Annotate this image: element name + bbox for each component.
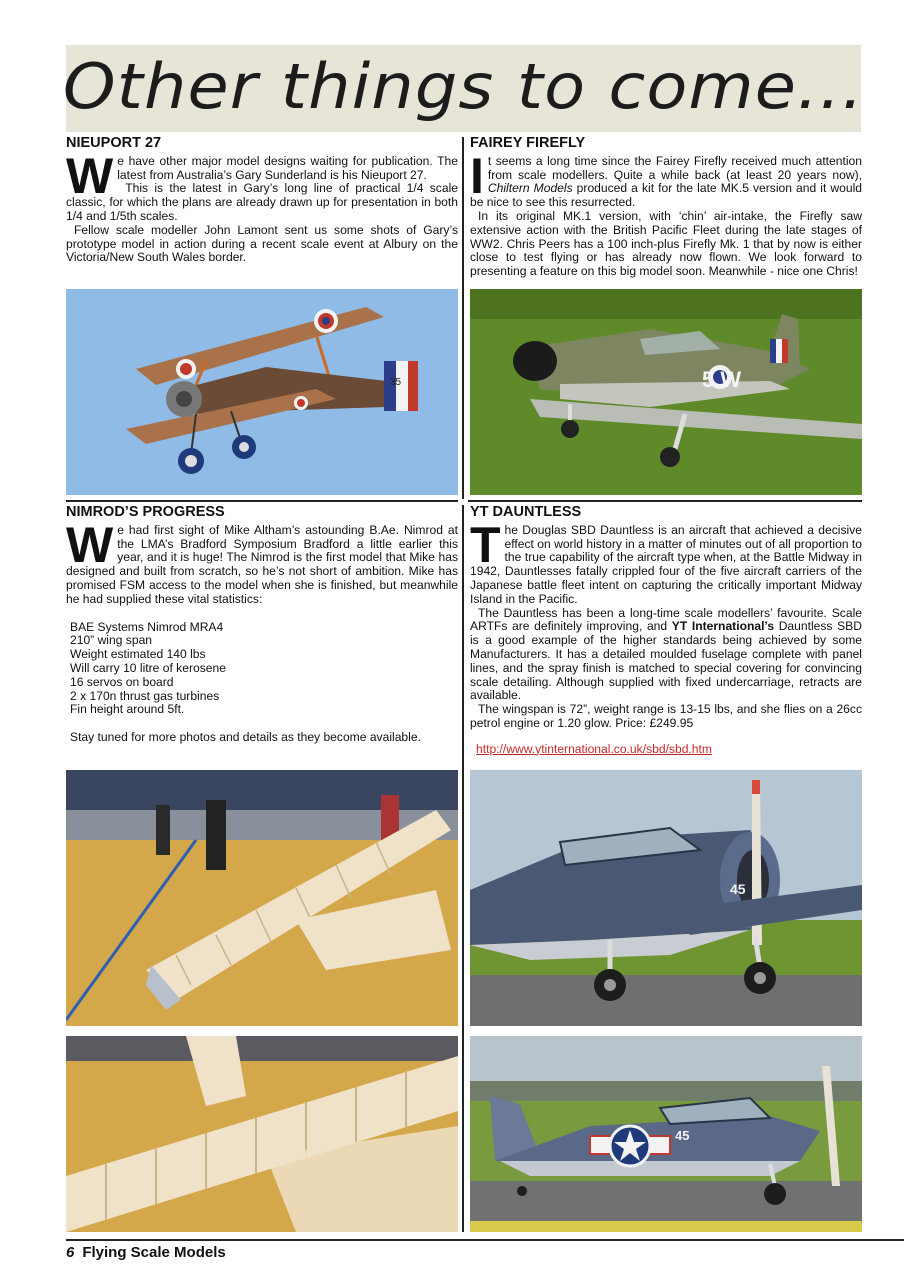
column-divider-bottom <box>462 505 464 1232</box>
article-heading: NIEUPORT 27 <box>66 135 162 151</box>
stats-list <box>70 621 458 718</box>
article-firefly <box>470 137 862 279</box>
section-rule-left <box>66 500 458 502</box>
footer-rule <box>66 1239 904 1241</box>
product-link[interactable]: http://www.ytinternational.co.uk/sbd/sbd.htm <box>476 741 712 756</box>
paragraph: Dauntless SBD is a good example of the higher standards being achieved by some Manufacturers. It has a detailed moulded fuselage complete with panel lines, and the spray finish is matched to special covering for convincing scale detailing. Although supplied with fixed undercarriage, retracts are available. <box>470 619 862 703</box>
page-number: 6 <box>66 1244 75 1261</box>
paragraph: produced a kit for the late MK.5 version and it would be nice to see this resurrected. <box>470 181 862 210</box>
paragraph: e had first sight of Mike Altham’s astounding B.Ae. Nimrod at the LMA’s Bradford Symposium Bradford a little earlier this year, and it is huge! The Nimrod is the first model that Mike has designed and built from scratch, so he’s not short of ambition. Mike has promised FSM access to the model when she is finished, but meanwhile he had supplied these vital statistics: <box>66 522 458 606</box>
paragraph: The wingspan is 72”, weight range is 13-15 lbs, and she flies on a 26cc petrol engine or 1.20 glow. Price: £249.95 <box>470 702 862 730</box>
fuselage-number: 45 <box>730 881 746 897</box>
stats-item: 210” wing span <box>70 633 153 648</box>
company-name: Chiltern Models <box>487 181 573 196</box>
fuselage-number: 45 <box>675 1128 690 1143</box>
paragraph: This is the latest in Gary’s long line of practical 1/4 scale classic, for which the plans are already drawn up for presentation in both 1/4 and 1/5th scales. <box>66 181 458 223</box>
paragraph: he Douglas SBD Dauntless is an aircraft that achieved a decisive effect on world history in a matter of minutes out of all proportion to the true capability of the aircraft type when, at the Battle Midway in 1942, Dauntlesses fatally crippled four of the five aircraft carriers of the Japanese battle fleet intent on capturing the critically important Midway Island in the Pacific. <box>470 522 862 606</box>
article-heading: NIMROD’S PROGRESS <box>66 504 225 520</box>
paragraph: In its original MK.1 version, with ‘chin’ air-intake, the Firefly saw extensive action with the British Pacific Fleet during the late stages of WW2. Chris Peers has a 100 inch-plus Firefly Mk. 1 that by now is either close to test flying or has already now flown. We look forward to presenting a feature on this big model soon. Meanwhile - nice one Chris! <box>470 208 862 279</box>
paragraph: t seems a long time since the Fairey Firefly received much attention from scale modellers. Quite a while back (at least 20 years now), <box>487 153 862 182</box>
stats-item: 16 servos on board <box>70 674 174 689</box>
page-title: Other things to come... <box>62 50 865 123</box>
article-dauntless <box>470 506 862 757</box>
article-heading: YT DAUNTLESS <box>470 504 582 520</box>
column-divider-top <box>462 137 464 499</box>
drop-cap: T <box>470 516 501 573</box>
paragraph: e have other major model designs waiting for publication. The latest from Australia’s Gary Sunderland is his Nieuport 27. <box>117 153 458 182</box>
article-heading: FAIREY FIREFLY <box>470 135 586 151</box>
photo-nimrod-structure <box>66 1036 458 1232</box>
drop-cap: W <box>66 516 114 573</box>
photo-nimrod-hall <box>66 770 458 1026</box>
photo-nieuport <box>66 289 458 495</box>
title-banner <box>62 45 865 132</box>
stats-item: BAE Systems Nimrod MRA4 <box>70 619 224 634</box>
stats-item: 2 x 170n thrust gas turbines <box>70 688 220 703</box>
article-nieuport <box>66 137 458 265</box>
code-letters: 5 W <box>702 367 742 392</box>
stats-item: Will carry 10 litre of kerosene <box>70 660 226 675</box>
stats-item: Fin height around 5ft. <box>70 702 185 717</box>
paragraph: The Dauntless has been a long-time scale modellers’ favourite. Scale ARTFs are definitely improving, and <box>470 605 862 634</box>
company-name: YT International’s <box>671 619 775 634</box>
photo-dauntless-front <box>470 770 862 1026</box>
stats-item: Weight estimated 140 lbs <box>70 647 206 662</box>
paragraph: Fellow scale modeller John Lamont sent us some shots of Gary’s prototype model in action during a recent scale event at Albury on the Victoria/New South Wales border. <box>66 222 458 265</box>
photo-firefly <box>470 289 862 495</box>
drop-cap: I <box>470 147 484 204</box>
page-footer <box>66 1244 226 1261</box>
section-rule-right <box>468 500 862 502</box>
article-nimrod <box>66 506 458 745</box>
closing-line: Stay tuned for more photos and details as they become available. <box>70 730 421 745</box>
photo-dauntless-side <box>470 1036 862 1232</box>
magazine-name: Flying Scale Models <box>82 1244 226 1261</box>
drop-cap: W <box>66 147 114 204</box>
rudder-number: 35 <box>390 377 402 388</box>
